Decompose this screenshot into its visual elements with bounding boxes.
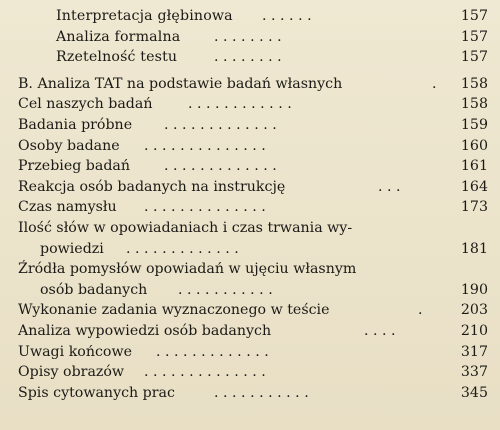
toc-entry-title: Rzetelność testu bbox=[56, 49, 178, 66]
toc-entry-title: Cel naszych badań bbox=[18, 96, 153, 113]
toc-entry-title: Spis cytowanych prac bbox=[18, 384, 175, 401]
toc-entry bbox=[18, 136, 488, 157]
leader-dots: . . . . . . . . . . . bbox=[214, 384, 309, 401]
toc-entry bbox=[18, 6, 488, 27]
leader-dots: . . . bbox=[378, 178, 401, 195]
toc-entry bbox=[18, 27, 488, 48]
leader-dots: . . . . . . . . . . . . . bbox=[156, 343, 269, 360]
toc-entry bbox=[18, 259, 488, 300]
toc-entry-page: 158 bbox=[460, 75, 488, 92]
toc-entry-title: Osoby badane bbox=[18, 137, 120, 154]
toc-entry bbox=[18, 362, 488, 383]
toc-entry-page: 190 bbox=[460, 281, 488, 298]
toc-entry-title: Przebieg badań bbox=[18, 158, 131, 175]
toc-entry-title: Interpretacja głębinowa bbox=[56, 8, 233, 24]
leader-dots: . . . . . . . . . . . . . bbox=[164, 158, 277, 175]
leader-dots: . bbox=[432, 75, 437, 92]
toc-entry-page: 317 bbox=[460, 343, 488, 360]
toc-entry-title: Czas namysłu bbox=[18, 199, 117, 216]
leader-dots: . bbox=[418, 302, 423, 319]
toc-entry-page: 345 bbox=[460, 384, 488, 401]
leader-dots: . . . . . . . . . . . . . bbox=[164, 116, 277, 133]
toc-entry-title-line2: osób badanych bbox=[40, 281, 148, 298]
leader-dots: . . . . . . . . . . . . . bbox=[126, 240, 239, 257]
toc-entry-page: 157 bbox=[460, 8, 488, 24]
toc-entry-page: 181 bbox=[460, 240, 488, 257]
toc-entry-title-line2: powiedzi bbox=[40, 240, 104, 257]
toc-entry-page: 158 bbox=[460, 96, 488, 113]
toc-entry-page: 161 bbox=[460, 158, 488, 175]
toc-entry-title-line1: Ilość słów w opowiadaniach i czas trwania wy- bbox=[18, 219, 353, 236]
toc-entry-page: 160 bbox=[460, 137, 488, 154]
toc-entry bbox=[18, 383, 488, 404]
table-of-contents bbox=[18, 6, 488, 403]
toc-entry bbox=[18, 94, 488, 115]
toc-entry bbox=[18, 321, 488, 342]
toc-entry bbox=[18, 115, 488, 136]
toc-entry bbox=[18, 197, 488, 218]
leader-dots: . . . . . . . . bbox=[214, 49, 282, 66]
leader-dots: . . . . . . . . . . . . . . bbox=[144, 137, 266, 154]
leader-dots: . . . . . . . . . . . bbox=[178, 281, 273, 298]
leader-dots: . . . . . . . . bbox=[214, 28, 282, 45]
toc-entry-title: Uwagi końcowe bbox=[18, 343, 132, 360]
toc-entry bbox=[18, 218, 488, 259]
toc-entry-title: B. Analiza TAT na podstawie badań własnych bbox=[18, 75, 343, 92]
toc-entry-title: Reakcja osób badanych na instrukcję bbox=[18, 178, 286, 195]
toc-entry-title: Analiza wypowiedzi osób badanych bbox=[18, 322, 272, 339]
leader-dots: . . . . . . bbox=[262, 8, 312, 24]
toc-entry-page: 157 bbox=[460, 49, 488, 66]
toc-entry-page: 203 bbox=[460, 302, 488, 319]
toc-entry-page: 173 bbox=[460, 199, 488, 216]
leader-dots: . . . . . . . . . . . . . . bbox=[144, 364, 266, 381]
toc-entry-title: Badania próbne bbox=[18, 116, 133, 133]
leader-dots: . . . . bbox=[364, 322, 396, 339]
toc-entry-page: 157 bbox=[460, 28, 488, 45]
toc-entry bbox=[18, 177, 488, 198]
toc-entry-page: 337 bbox=[460, 364, 488, 381]
toc-entry bbox=[18, 47, 488, 68]
toc-entry-page: 210 bbox=[460, 322, 488, 339]
toc-entry-title: Opisy obrazów bbox=[18, 364, 125, 381]
toc-entry bbox=[18, 342, 488, 363]
toc-entry-title-line1: Źródła pomysłów opowiadań w ujęciu własnym bbox=[18, 261, 357, 278]
toc-entry bbox=[18, 74, 488, 95]
toc-entry-page: 159 bbox=[460, 116, 488, 133]
leader-dots: . . . . . . . . . . . . . . bbox=[144, 199, 266, 216]
leader-dots: . . . . . . . . . . . . bbox=[188, 96, 292, 113]
toc-entry-title: Wykonanie zadania wyznaczonego w teście bbox=[18, 302, 330, 319]
toc-entry bbox=[18, 300, 488, 321]
toc-entry bbox=[18, 156, 488, 177]
toc-entry-page: 164 bbox=[460, 178, 488, 195]
toc-entry-title: Analiza formalna bbox=[56, 28, 181, 45]
